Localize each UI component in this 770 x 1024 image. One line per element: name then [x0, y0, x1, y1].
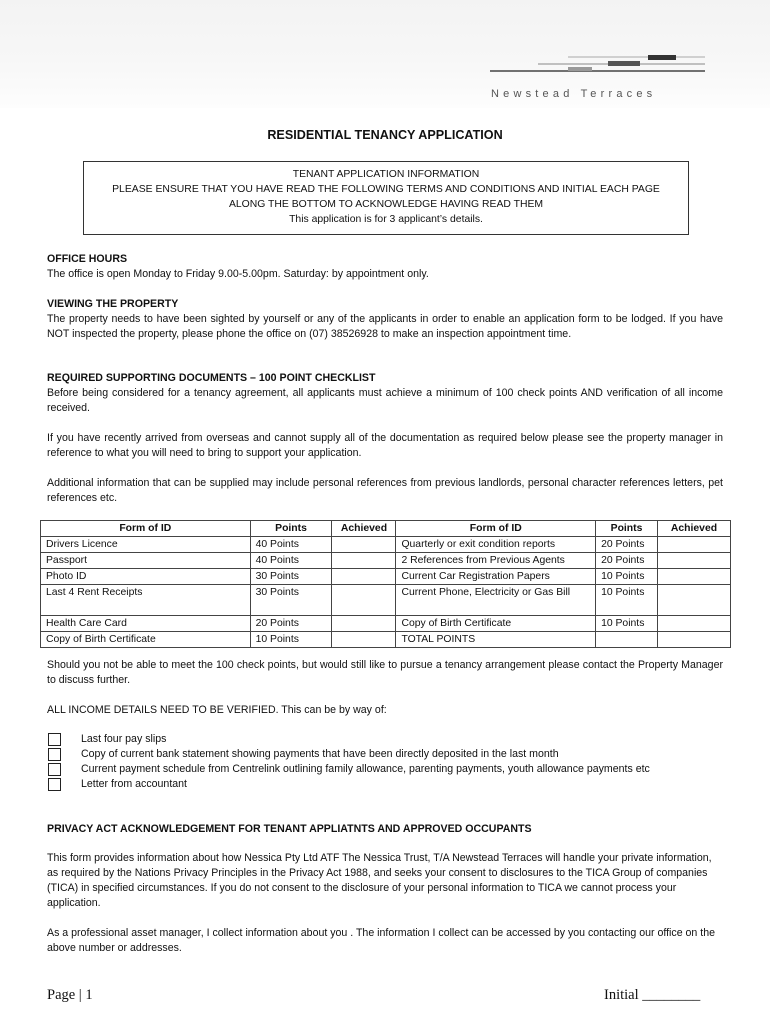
total-points-value[interactable]: [596, 632, 658, 648]
col-form-of-id: Form of ID: [41, 521, 251, 537]
table-cell: 2 References from Previous Agents: [396, 553, 596, 569]
col-achieved-2: Achieved: [658, 521, 731, 537]
viewing-heading: VIEWING THE PROPERTY: [47, 298, 179, 310]
brand-name: Newstead Terraces: [491, 88, 657, 100]
required-docs-heading: REQUIRED SUPPORTING DOCUMENTS – 100 POINT CHECKLIST: [47, 372, 376, 384]
checkbox[interactable]: [48, 778, 61, 791]
col-form-of-id-2: Form of ID: [396, 521, 596, 537]
table-cell: 20 Points: [596, 537, 658, 553]
achieved-cell[interactable]: [332, 537, 396, 553]
checklist-label: Copy of current bank statement showing payments that have been directly deposited in the last month: [81, 748, 559, 760]
col-points: Points: [250, 521, 332, 537]
privacy-heading-text: PRIVACY ACT ACKNOWLEDGEMENT FOR TENANT APPLIATNTS AND APPROVED OCCUPANTS: [47, 823, 532, 835]
id-points-table: [40, 520, 731, 648]
page-title: RESIDENTIAL TENANCY APPLICATION: [267, 128, 503, 142]
checkbox[interactable]: [48, 763, 61, 776]
achieved-cell[interactable]: [332, 585, 396, 616]
table-cell: 20 Points: [250, 616, 332, 632]
checklist-label: Letter from accountant: [81, 778, 187, 790]
table-row: [41, 553, 731, 569]
col-achieved: Achieved: [332, 521, 396, 537]
table-cell: 40 Points: [250, 537, 332, 553]
checkbox[interactable]: [48, 733, 61, 746]
table-cell: Current Car Registration Papers: [396, 569, 596, 585]
checklist-item: [47, 762, 723, 777]
total-achieved-value[interactable]: [658, 632, 731, 648]
achieved-cell[interactable]: [332, 569, 396, 585]
privacy-paragraph-1: This form provides information about how Nessica Pty Ltd ATF The Nessica Trust, T/A Newstead Terraces will handle your private information, as required by the Nations Privacy Principles in the Privacy Act 1988, and seeks your consent to disclosures to the TICA Group of companies (TICA) in specified circumstances. If you do not consent to the disclosure of your personal information to TICA we cannot process your application.: [47, 852, 712, 909]
achieved-cell[interactable]: [658, 616, 731, 632]
table-cell: Last 4 Rent Receipts: [41, 585, 251, 616]
viewing-section: [47, 297, 723, 342]
page-number: Page | 1: [47, 987, 93, 1003]
required-docs-section: [47, 371, 723, 416]
privacy-paragraph-2: As a professional asset manager, I collect information about you . The information I collect can be accessed by you contacting our office on the above number or addresses.: [47, 927, 715, 954]
table-cell: 40 Points: [250, 553, 332, 569]
info-line-2: PLEASE ENSURE THAT YOU HAVE READ THE FOLLOWING TERMS AND CONDITIONS AND INITIAL EACH PAGE: [112, 184, 660, 195]
table-header-row: [41, 521, 731, 537]
checklist-item: [47, 747, 723, 762]
office-hours-section: [47, 252, 723, 282]
table-cell: 10 Points: [596, 569, 658, 585]
checklist-label: Current payment schedule from Centrelink outlining family allowance, parenting payments, youth allowance payments etc: [81, 763, 650, 775]
unable-paragraph: Should you not be able to meet the 100 check points, but would still like to pursue a tenancy arrangement please contact the Property Manager to discuss further.: [47, 659, 723, 686]
achieved-cell[interactable]: [658, 585, 731, 616]
table-cell: 10 Points: [250, 632, 332, 648]
achieved-cell[interactable]: [658, 553, 731, 569]
table-cell: Drivers Licence: [41, 537, 251, 553]
achieved-cell[interactable]: [332, 632, 396, 648]
table-row: [41, 585, 731, 616]
checklist-label: Last four pay slips: [81, 733, 167, 745]
info-line-1: TENANT APPLICATION INFORMATION: [292, 169, 480, 180]
info-line-3: ALONG THE BOTTOM TO ACKNOWLEDGE HAVING READ THEM: [228, 199, 544, 210]
checklist-item: [47, 732, 723, 747]
checklist-item: [47, 777, 723, 792]
office-hours-text: The office is open Monday to Friday 9.00-5.00pm. Saturday: by appointment only.: [47, 268, 429, 280]
table-cell: 20 Points: [596, 553, 658, 569]
table-cell: 10 Points: [596, 616, 658, 632]
table-cell: 30 Points: [250, 569, 332, 585]
col-points-2: Points: [596, 521, 658, 537]
table-cell: Copy of Birth Certificate: [396, 616, 596, 632]
checkbox[interactable]: [48, 748, 61, 761]
table-row: [41, 569, 731, 585]
application-info-box: [83, 161, 689, 235]
income-checklist: [47, 732, 723, 792]
info-line-4: This application is for 3 applicant’s details.: [289, 214, 483, 225]
income-verification-text: ALL INCOME DETAILS NEED TO BE VERIFIED. This can be by way of:: [47, 704, 387, 716]
achieved-cell[interactable]: [332, 616, 396, 632]
office-hours-heading: OFFICE HOURS: [47, 253, 128, 265]
table-row: [41, 632, 731, 648]
achieved-cell[interactable]: [658, 569, 731, 585]
required-docs-text: Before being considered for a tenancy agreement, all applicants must achieve a minimum of 100 check points AND verification of all income received.: [47, 387, 723, 414]
privacy-heading: [47, 822, 723, 837]
letterhead-logo-lines: [490, 52, 705, 74]
viewing-text: The property needs to have been sighted by yourself or any of the applicants in order to enable an application form to be lodged. If you have NOT inspected the property, please phone the office on (07) 38526928 to make an inspection appointment time.: [47, 313, 723, 340]
table-row: [41, 616, 731, 632]
total-points-label: TOTAL POINTS: [396, 632, 596, 648]
table-cell: Health Care Card: [41, 616, 251, 632]
additional-info-paragraph: Additional information that can be supplied may include personal references from previous landlords, personal character references letters, pet references etc.: [47, 477, 723, 504]
table-cell: 10 Points: [596, 585, 658, 616]
table-row: [41, 537, 731, 553]
table-cell: 30 Points: [250, 585, 332, 616]
initial-field[interactable]: Initial ________: [604, 987, 701, 1003]
table-cell: Copy of Birth Certificate: [41, 632, 251, 648]
table-cell: Current Phone, Electricity or Gas Bill: [396, 585, 596, 616]
overseas-paragraph: If you have recently arrived from overseas and cannot supply all of the documentation as required below please see the property manager in reference to what you will need to bring to support your application.: [47, 432, 723, 459]
table-cell: Passport: [41, 553, 251, 569]
table-cell: Photo ID: [41, 569, 251, 585]
table-cell: Quarterly or exit condition reports: [396, 537, 596, 553]
achieved-cell[interactable]: [658, 537, 731, 553]
achieved-cell[interactable]: [332, 553, 396, 569]
